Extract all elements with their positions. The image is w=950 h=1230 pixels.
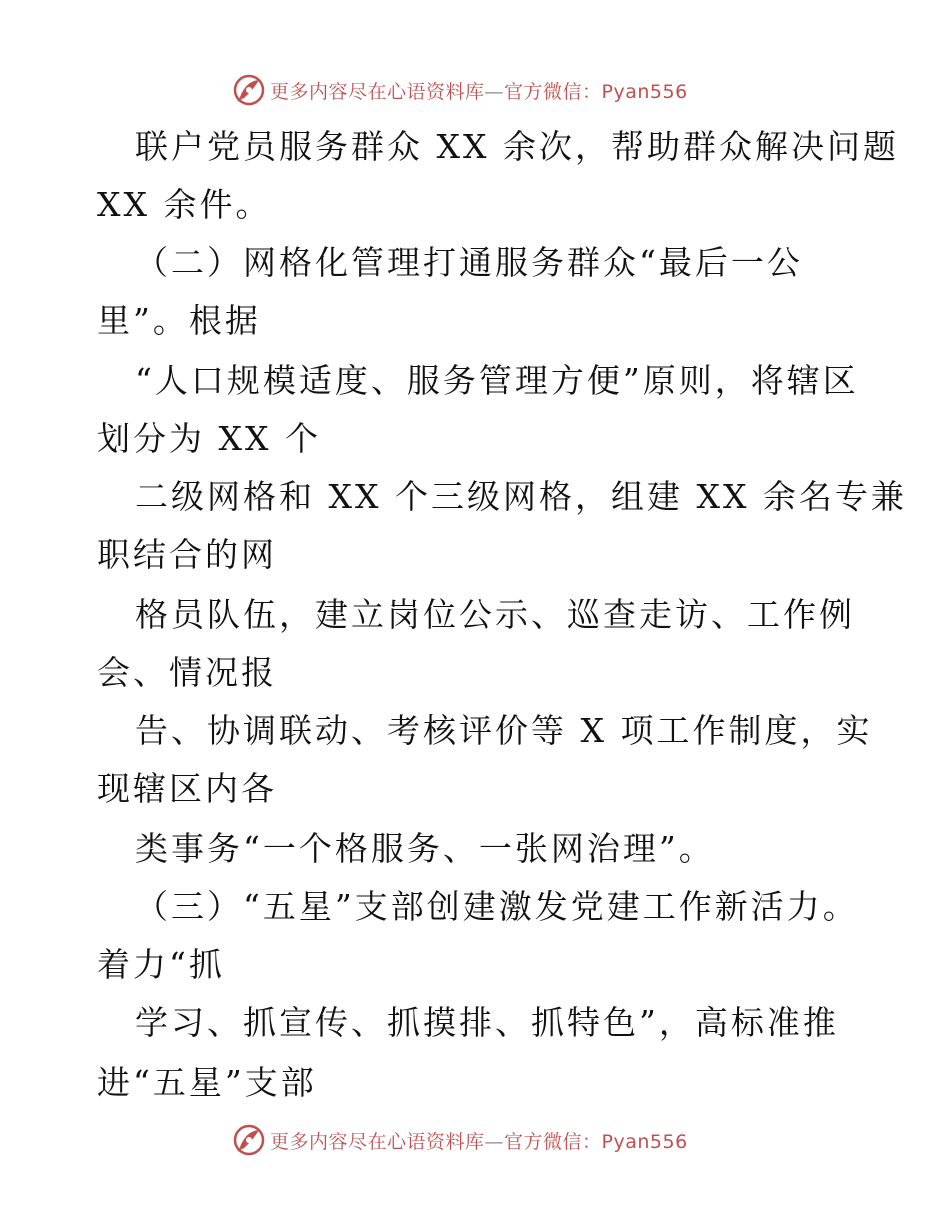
header-separator: — <box>484 80 505 103</box>
text-line: 进“五星”支部 <box>97 1063 317 1102</box>
footer-separator: — <box>484 1130 505 1153</box>
text-line: 会、情况报 <box>97 653 277 692</box>
footer-brand-text: 更多内容尽在心语资料库 <box>270 1130 485 1153</box>
text-line: 类事务“一个格服务、一张网治理”。 <box>135 829 715 868</box>
header-wechat-label: 官方微信： <box>504 80 602 103</box>
footer-banner-text <box>270 1127 688 1154</box>
text-line: 划分为 XX 个 <box>97 419 321 458</box>
pen-logo-icon <box>232 1123 266 1157</box>
text-line: “人口规模适度、服务管理方便”原则，将辖区 <box>135 361 859 400</box>
text-line: 着力“抓 <box>97 945 225 984</box>
text-line: 告、协调联动、考核评价等 X 项工作制度，实 <box>135 711 873 750</box>
header-wechat-id: Pyan556 <box>601 80 688 103</box>
text-line: 职结合的网 <box>97 535 277 574</box>
footer-banner <box>232 1120 688 1160</box>
text-line: 格员队伍，建立岗位公示、巡查走访、工作例 <box>135 595 855 634</box>
header-brand-text: 更多内容尽在心语资料库 <box>270 80 485 103</box>
text-line: （三）“五星”支部创建激发党建工作新活力。 <box>135 887 859 926</box>
text-line: 学习、抓宣传、抓摸排、抓特色”，高标准推 <box>135 1003 839 1042</box>
text-line: （二）网格化管理打通服务群众“最后一公 <box>135 243 803 282</box>
text-line: XX 余件。 <box>97 185 272 224</box>
text-line: 里”。根据 <box>97 301 261 340</box>
text-line: 现辖区内各 <box>97 769 277 808</box>
footer-wechat-label: 官方微信： <box>504 1130 602 1153</box>
footer-wechat-id: Pyan556 <box>601 1130 688 1153</box>
text-line: 二级网格和 XX 个三级网格，组建 XX 余名专兼 <box>135 477 907 516</box>
text-line: 联户党员服务群众 XX 余次，帮助群众解决问题 <box>135 127 899 166</box>
